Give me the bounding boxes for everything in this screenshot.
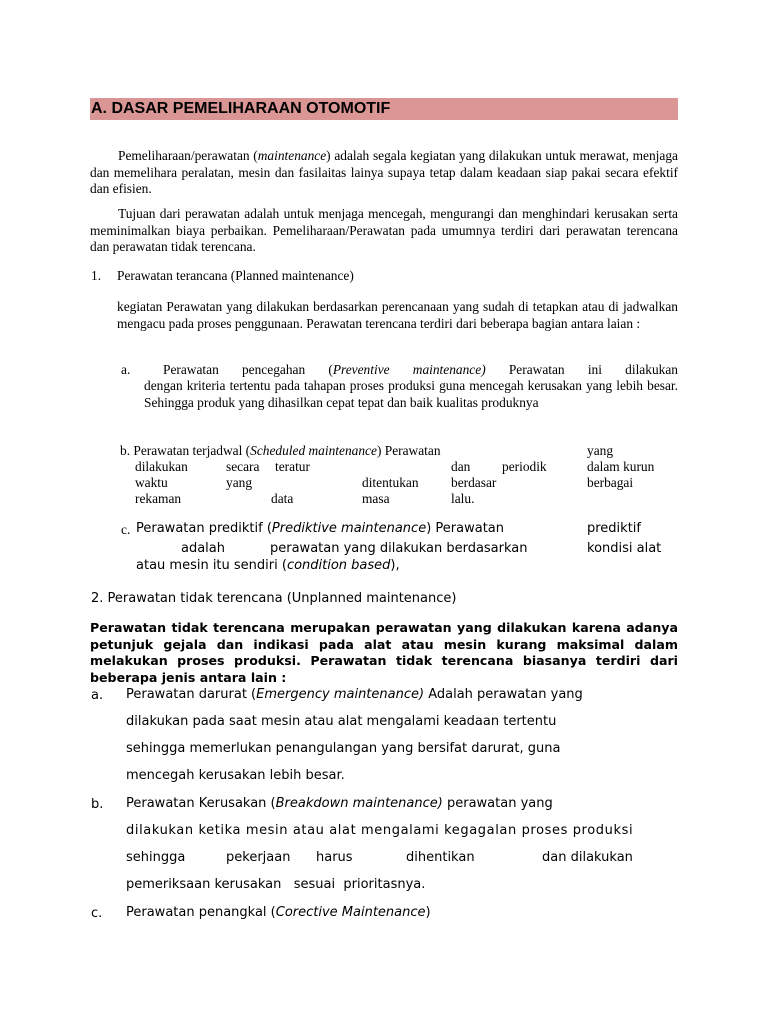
item-1b-cell: waktu bbox=[135, 475, 168, 490]
section-1-description: kegiatan Perawatan yang dilakukan berdasarkan perencanaan yang sudah di tetapkan atau di jadwalkan mengacu pada proses penggunaan. Perawatan terencana terdiri dari beberapa bagian antara laian : bbox=[117, 299, 678, 331]
item-2b-cell: sehingga bbox=[126, 850, 186, 865]
item-2b-line-2: dilakukan ketika mesin atau alat mengalami kegagalan proses produksi bbox=[126, 823, 634, 838]
item-1b-cell: yang bbox=[226, 475, 253, 490]
item-1a-marker: a. bbox=[121, 362, 131, 377]
item-1a-first-line: Perawatan pencegahan (Preventive maintenance) Perawatan ini dilakukan bbox=[163, 362, 678, 377]
item-2b-line-1: Perawatan Kerusakan (Breakdown maintenance) perawatan yang bbox=[126, 796, 553, 811]
item-1c-cell: prediktif bbox=[587, 521, 641, 536]
item-1b-cell: dalam kurun bbox=[587, 459, 655, 474]
item-1c-third-line: atau mesin itu sendiri (condition based), bbox=[136, 558, 400, 573]
item-1b-cell: data bbox=[271, 491, 294, 506]
item-1b-cell: masa bbox=[362, 491, 390, 506]
term-maintenance: maintenance bbox=[257, 148, 327, 163]
item-1c-cell: kondisi alat bbox=[587, 541, 662, 556]
item-2a-line-2: dilakukan pada saat mesin atau alat mengalami keadaan tertentu bbox=[126, 714, 557, 729]
section-2-title: 2. Perawatan tidak terencana (Unplanned maintenance) bbox=[91, 591, 457, 606]
item-1b-cell: periodik bbox=[502, 459, 547, 474]
item-1c-cell: perawatan yang dilakukan berdasarkan bbox=[270, 541, 528, 556]
item-1c-cell: adalah bbox=[181, 541, 226, 556]
item-1c-first-line: Perawatan prediktif (Prediktive maintenance) Perawatan bbox=[136, 521, 504, 536]
item-2b-marker: b. bbox=[91, 797, 104, 812]
item-2b-cell: harus bbox=[316, 850, 353, 865]
item-1b-cell: ditentukan bbox=[362, 475, 419, 490]
item-2a-line-4: mencegah kerusakan lebih besar. bbox=[126, 768, 345, 783]
item-2a-line-1: Perawatan darurat (Emergency maintenance) Adalah perawatan yang bbox=[126, 687, 583, 702]
item-1b-first-line: b. Perawatan terjadwal (Scheduled maintenance) Perawatan bbox=[120, 443, 441, 458]
item-1b-cell: yang bbox=[587, 443, 614, 458]
item-2b-cell: dihentikan bbox=[406, 850, 475, 865]
item-1a-body: dengan kriteria tertentu pada tahapan proses produksi guna mencegah kerusakan yang lebih besar. Sehingga produk yang dihasilkan cepat tepat dan baik kualitas produknya bbox=[144, 378, 678, 410]
item-2b-cell: dan dilakukan bbox=[542, 850, 633, 865]
item-1b-cell: teratur bbox=[275, 459, 310, 474]
item-2c-marker: c. bbox=[91, 906, 103, 921]
item-1b-cell: berbagai bbox=[587, 475, 634, 490]
item-1b-cell: rekaman bbox=[135, 491, 182, 506]
item-1b-cell: dan bbox=[451, 459, 471, 474]
item-1b-cell: dilakukan bbox=[135, 459, 188, 474]
section-1-title: Perawatan terancana (Planned maintenance) bbox=[117, 268, 354, 283]
item-1b-cell: secara bbox=[226, 459, 260, 474]
item-1b-cell: lalu. bbox=[451, 491, 475, 506]
intro-paragraph-2: Tujuan dari perawatan adalah untuk menjaga mencegah, mengurangi dan menghindari kerusakan serta meminimalkan biaya perbaikan. Pemeliharaan/Perawatan pada umumnya terdiri dari perawatan terencana dan perawatan tidak terencana. bbox=[90, 206, 678, 254]
item-2a-line-3: sehingga memerlukan penangulangan yang bersifat darurat, guna bbox=[126, 741, 561, 756]
item-2c-line-1: Perawatan penangkal (Corective Maintenance) bbox=[126, 905, 431, 920]
item-2b-line-4: pemeriksaan kerusakan sesuai prioritasnya. bbox=[126, 877, 426, 892]
intro-paragraph-1: Pemeliharaan/perawatan (maintenance) adalah segala kegiatan yang dilakukan untuk merawat, menjaga dan memelihara peralatan, mesin dan fasilaitas lainya supaya tetap dalam keadaan siap pakai secara efektif dan efisien. bbox=[90, 148, 678, 196]
item-1b-cell: berdasar bbox=[451, 475, 497, 490]
section-1-number: 1. bbox=[91, 268, 102, 283]
section-2-description: Perawatan tidak terencana merupakan perawatan yang dilakukan karena adanya petunjuk gejala dan indikasi pada alat atau mesin kurang maksimal dalam melakukan proses produksi. Perawatan tidak terencana biasanya terdiri dari beberapa jenis antara lain : bbox=[90, 620, 678, 685]
section-heading: A. DASAR PEMELIHARAAN OTOMOTIF bbox=[90, 98, 678, 120]
item-2a-marker: a. bbox=[91, 688, 104, 703]
item-1c-marker: c. bbox=[121, 522, 131, 537]
item-2b-cell: pekerjaan bbox=[226, 850, 291, 865]
